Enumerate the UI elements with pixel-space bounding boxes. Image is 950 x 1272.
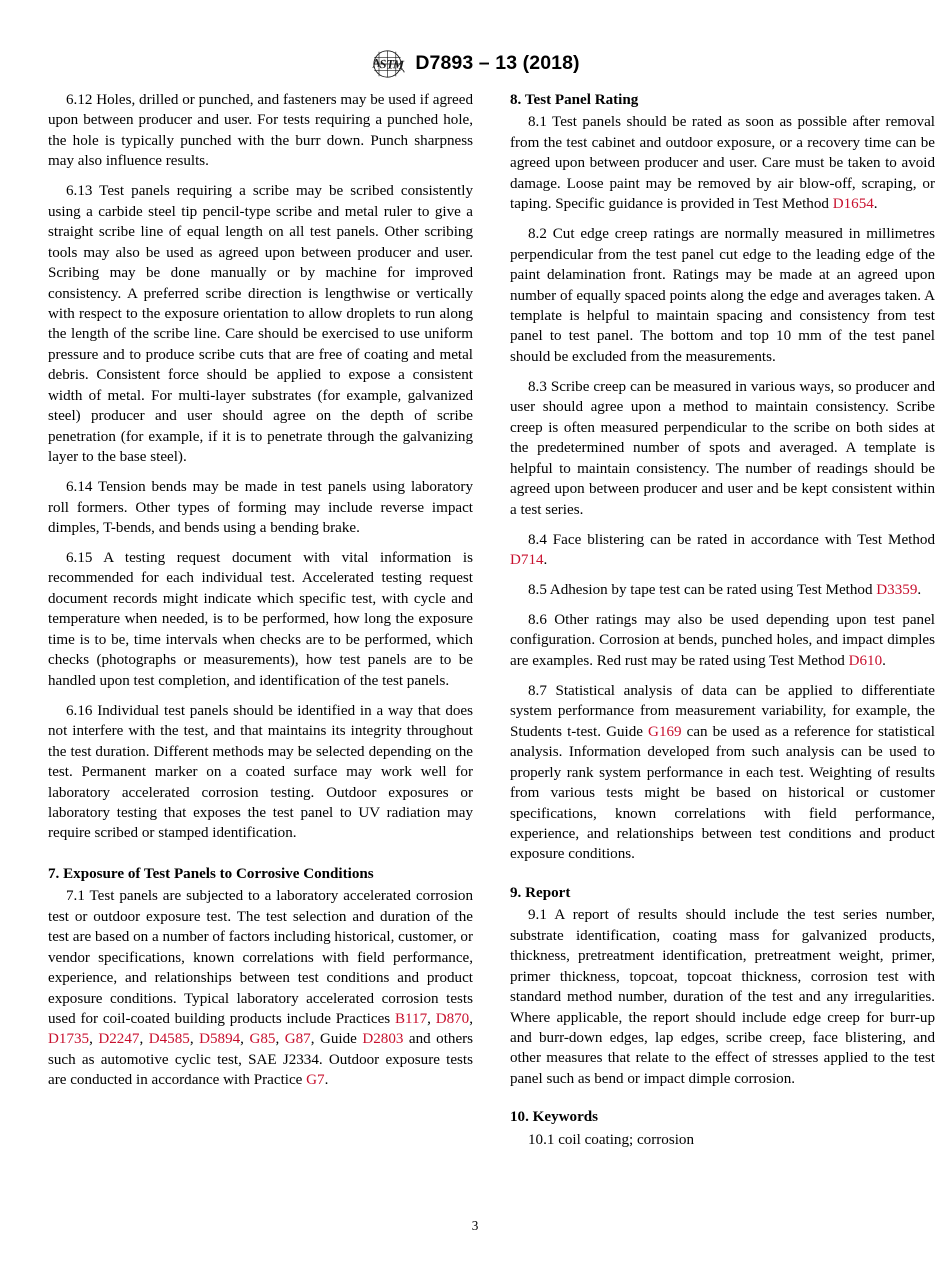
standard-ref-d610[interactable]: D610 bbox=[848, 652, 883, 669]
paragraph-8-1-text-b: . bbox=[873, 196, 878, 213]
paragraph-6-14: 6.14 Tension bends may be made in test panels using laboratory roll formers. Other types of forming may include reverse impact dimples, T-bends, and bends using a bending brake. bbox=[48, 479, 473, 537]
svg-text:T: T bbox=[386, 57, 395, 72]
standard-ref-b117[interactable]: B117 bbox=[394, 1011, 428, 1028]
paragraph-8-1 bbox=[510, 112, 935, 214]
paragraph-8-6 bbox=[510, 610, 935, 671]
standard-ref-d870[interactable]: D870 bbox=[435, 1011, 470, 1028]
svg-text:S: S bbox=[379, 56, 388, 72]
right-column bbox=[510, 90, 935, 1155]
sep-4: , bbox=[139, 1031, 149, 1048]
page-number: 3 bbox=[471, 1218, 479, 1233]
standard-ref-d2247[interactable]: D2247 bbox=[98, 1031, 140, 1048]
section-heading-7: 7. Exposure of Test Panels to Corrosive Conditions bbox=[48, 865, 374, 882]
paragraph-10-1: 10.1 coil coating; corrosion bbox=[528, 1131, 694, 1148]
left-column bbox=[48, 90, 473, 1155]
astm-logo-icon bbox=[370, 49, 406, 79]
paragraph-8-4-text-a: 8.4 Face blistering can be rated in accordance with Test Method bbox=[528, 531, 935, 548]
mid-text: , Guide bbox=[310, 1031, 363, 1048]
section-heading-10: 10. Keywords bbox=[510, 1109, 599, 1126]
section-heading-8: 8. Test Panel Rating bbox=[510, 92, 639, 108]
paragraph-8-4-text-b: . bbox=[543, 552, 548, 569]
paragraph-9-1: 9.1 A report of results should include the test series number, substrate identification, coating mass for galvanized products, thickness, pretreatment identification, pretreatment weight, primer, primer thickness, topcoat, topcoat thickness, corrosion test with standard method number, duration of the test and any irregularities. Where applicable, the report should include edge creep for burr-up and burr-down edges, lap edges, scribe creep, face blistering, and other measures that relate to the effect of stresses applied to the test panel such as bend or impact dimple corrosion. bbox=[510, 907, 935, 1087]
standard-ref-d2803[interactable]: D2803 bbox=[362, 1031, 404, 1048]
section-heading-9: 9. Report bbox=[510, 884, 571, 901]
paragraph-8-4 bbox=[510, 530, 935, 571]
paragraph-8-6-text-b: . bbox=[882, 652, 886, 669]
paragraph-8-5 bbox=[510, 580, 935, 600]
standard-ref-d5894[interactable]: D5894 bbox=[199, 1031, 241, 1048]
sep-5: , bbox=[189, 1031, 200, 1048]
paragraph-8-7-text-b: can be used as a reference for statistical analysis. Information developed from such analysis can be used to properly rank system performance in each test. Weighting of results from various tests might be based on historical or customer specifications, known correlations with field performance, experience, and relationships between test conditions and product exposure conditions. bbox=[510, 723, 935, 863]
paragraph-7-1-text-c: . bbox=[324, 1072, 329, 1089]
sep-7: , bbox=[275, 1031, 285, 1048]
svg-text:A: A bbox=[371, 55, 382, 71]
standard-ref-g87[interactable]: G87 bbox=[284, 1031, 311, 1048]
paragraph-8-6-text-a: 8.6 Other ratings may also be used depending upon test panel configuration. Corrosion at bends, punched holes, and impact dimples are examples. Red rust may be rated using Test Method bbox=[510, 611, 935, 669]
standard-ref-g7[interactable]: G7 bbox=[306, 1072, 325, 1089]
paragraph-8-1-text-a: 8.1 Test panels should be rated as soon as possible after removal from the test cabinet and outdoor exposure, or a recovery time can be agreed upon between producer and user. Care must be taken to avoid damage. Loose paint may be removed by air blow-off, scraping, or taping. Specific guidance is provided in Test Method bbox=[510, 114, 935, 213]
standard-ref-d1735[interactable]: D1735 bbox=[48, 1031, 90, 1048]
paragraph-6-16: 6.16 Individual test panels should be identified in a way that does not interfere with the test, and that maintains its integrity throughout the test duration. Different methods may be selected depending on the test. Permanent marker on a coated surface may work well for laboratory accelerated corrosion testing. Outdoor exposures or laboratory testing that exposes the test panel to UV radiation may require scribed or stamped identification. bbox=[48, 702, 473, 842]
standard-ref-d3359[interactable]: D3359 bbox=[876, 581, 918, 598]
sep-2: , bbox=[469, 1011, 474, 1028]
sep-6: , bbox=[240, 1031, 250, 1048]
sep-3: , bbox=[89, 1031, 99, 1048]
paragraph-8-3: 8.3 Scribe creep can be measured in various ways, so producer and user should agree upon a method to maintain consistency. Scribe creep is often measured perpendicular to the scribe on both sides at the predetermined number of spots and averaged. A template is helpful to maintain consistency. The number of readings should be agreed upon between producer and user and be kept consistent within a test series. bbox=[510, 378, 935, 518]
paragraph-6-12: 6.12 Holes, drilled or punched, and fasteners may be used if agreed upon between producer and user. For tests requiring a punched hole, the hole is typically punched with the burr down. Punch sharpness may also influence results. bbox=[48, 92, 473, 170]
paragraph-8-5-text-b: . bbox=[917, 581, 922, 598]
paragraph-8-5-text-a: 8.5 Adhesion by tape test can be rated using Test Method bbox=[528, 581, 877, 598]
standard-ref-d1654[interactable]: D1654 bbox=[832, 196, 874, 213]
paragraph-8-2: 8.2 Cut edge creep ratings are normally measured in millimetres perpendicular from the test panel cut edge to the leading edge of the paint delamination front. Ratings may be made at an agreed upon number of equally spaced points along the edge and averages taken. A template is helpful to maintain spacing and consistency from test panel to test panel. The bottom and top 10 mm of the test panel should be excluded from the measurements. bbox=[510, 226, 935, 365]
paragraph-7-1-text-b: and others such as automotive cyclic test, SAE J2334. Outdoor exposure tests are conducted in accordance with Practice bbox=[48, 1031, 474, 1089]
paragraph-7-1-text-a: 7.1 Test panels are subjected to a laboratory accelerated corrosion test or outdoor exposure test. The test selection and duration of the test are based on a number of factors including historical, customer, or vendor specifications, known correlations with field performance, experience, and relationships between test conditions and product exposure conditions. Typical laboratory accelerated corrosion tests used for coil-coated building products include Practices bbox=[48, 888, 473, 1028]
standard-ref-d4585[interactable]: D4585 bbox=[148, 1031, 190, 1048]
svg-text:M: M bbox=[392, 57, 405, 72]
standard-ref-g85[interactable]: G85 bbox=[249, 1031, 276, 1048]
body-columns bbox=[0, 90, 950, 1155]
sep-1: , bbox=[427, 1011, 436, 1028]
paragraph-6-13: 6.13 Test panels requiring a scribe may be scribed consistently using a carbide steel tip pencil-type scribe and metal ruler to give a straight scribe line of equal length on all test panels. Other scribing tools may also be used as agreed upon between producer and user. Scribing may be done manually or by machine for improved consistency. A preferred scribe direction is lengthwise or vertically with respect to the exposure orientation to allow droplets to run along the length of the scribe line. Care should be exercised to use uniform pressure and to produce scribe cuts that are free of coating and metal debris. Consistent force should be applied to expose a consistent width of metal. For multi-layer substrates (for example, galvanized steel) producer and user should agree on the depth of scribe penetration (for example, if it is to penetrate through the galvanizing layer to the base steel). bbox=[48, 183, 473, 466]
page-header bbox=[0, 44, 950, 84]
paragraph-7-1 bbox=[48, 886, 473, 1091]
standard-ref-g169[interactable]: G169 bbox=[648, 723, 682, 740]
paragraph-8-7 bbox=[510, 681, 935, 865]
paragraph-6-15: 6.15 A testing request document with vital information is recommended for each individual test. Accelerated testing request document records might indicate which specific test, with cycle and temperature when needed, is to be performed, how long the exposure time is to be, time intervals when checks are to be performed, which checks (photographs or measurements), how test panels are to be handled upon test completion, and identification of the test panels. bbox=[48, 550, 473, 689]
paragraph-8-7-text-a: 8.7 Statistical analysis of data can be applied to differentiate system performance from measurement variability, for example, the Students t-test. Guide bbox=[510, 682, 935, 740]
standard-ref-d714[interactable]: D714 bbox=[510, 552, 544, 569]
document-designation: D7893 – 13 (2018) bbox=[415, 52, 580, 75]
